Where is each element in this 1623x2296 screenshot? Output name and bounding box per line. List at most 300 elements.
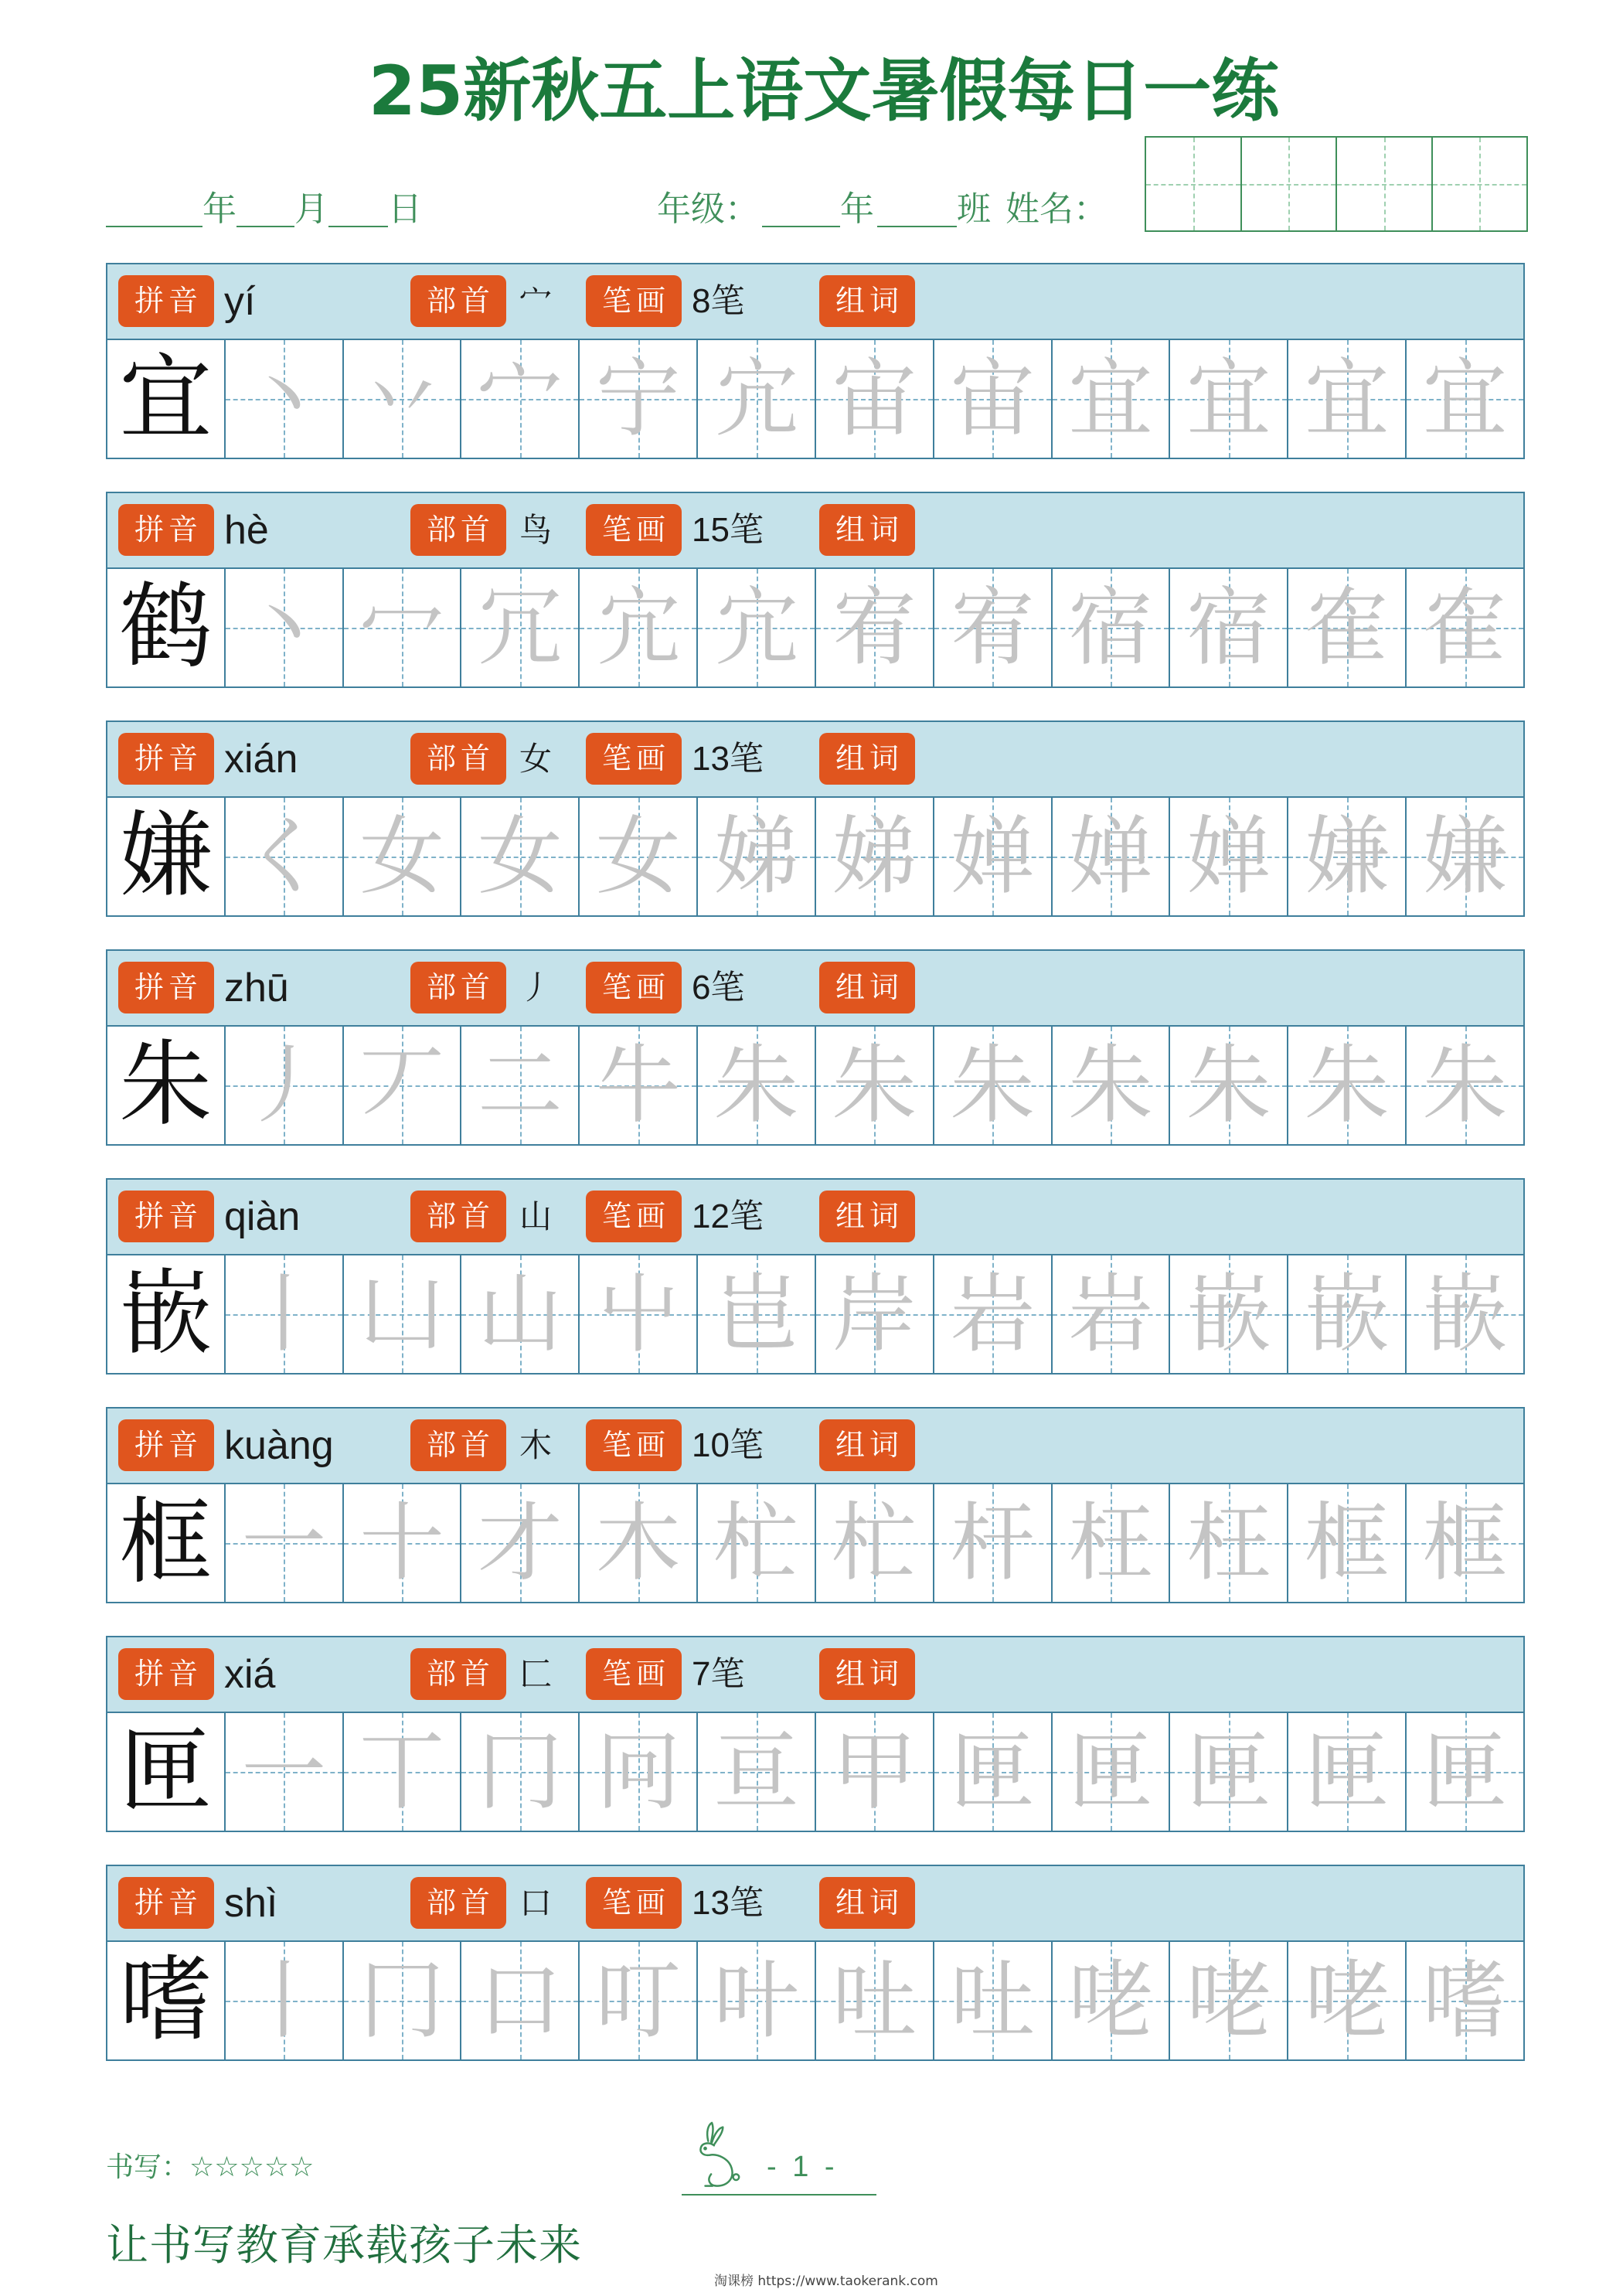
- trace-char: 宿: [1186, 578, 1271, 677]
- radical-badge: 部首: [410, 733, 506, 785]
- model-char-cell: [107, 798, 224, 915]
- strokes-value: 13笔: [692, 1884, 764, 1922]
- trace-cell: [224, 798, 342, 915]
- trace-cell: [933, 569, 1051, 686]
- trace-cell: [1169, 1027, 1287, 1144]
- trace-cell: [933, 798, 1051, 915]
- trace-char: 丶: [241, 349, 327, 448]
- radical-badge: 部首: [410, 1877, 506, 1929]
- trace-char: 丨: [241, 1265, 327, 1364]
- trace-char: 丆: [359, 1036, 445, 1135]
- class-label: 班: [957, 189, 991, 229]
- trace-cell: [578, 1027, 696, 1144]
- trace-cell: [1051, 340, 1169, 458]
- char-block: [106, 263, 1525, 459]
- strokes-badge: 笔画: [586, 1648, 682, 1700]
- watermark: 淘课榜 https://www.taokerank.com: [714, 2274, 938, 2289]
- trace-char: 匣: [1068, 1722, 1154, 1821]
- trace-cell: [696, 340, 815, 458]
- trace-cell: [1287, 1255, 1405, 1373]
- trace-char: 女: [359, 807, 445, 906]
- char-block: [106, 1407, 1525, 1603]
- trace-cell: [696, 798, 815, 915]
- trace-cell: [578, 1484, 696, 1602]
- trace-char: 嗜: [1422, 1951, 1508, 2050]
- name-label: 姓名：: [1005, 189, 1108, 229]
- trace-cell: [933, 1713, 1051, 1831]
- trace-char: 宂: [713, 349, 799, 448]
- writing-row: [107, 1255, 1523, 1373]
- trace-cell: [696, 1713, 815, 1831]
- trace-cell: [460, 798, 578, 915]
- trace-char: 山: [477, 1265, 563, 1364]
- radical-value: 鸟: [519, 511, 553, 549]
- trace-cell: [1287, 798, 1405, 915]
- trace-cell: [342, 1942, 461, 2059]
- trace-char: 嵌: [1422, 1265, 1508, 1364]
- name-grid: [1145, 136, 1528, 232]
- radical-badge: 部首: [410, 1191, 506, 1242]
- trace-cell: [1405, 1255, 1523, 1373]
- strokes-badge: 笔画: [586, 1877, 682, 1929]
- trace-char: 朱: [713, 1036, 799, 1135]
- trace-char: 咾: [1068, 1951, 1154, 2050]
- trace-cell: [578, 569, 696, 686]
- trace-char: 朱: [1068, 1036, 1154, 1135]
- trace-cell: [460, 1027, 578, 1144]
- trace-cell: [933, 1484, 1051, 1602]
- pinyin-badge: 拼音: [118, 1648, 214, 1700]
- trace-char: 娣: [832, 807, 917, 906]
- trace-cell: [578, 1942, 696, 2059]
- trace-cell: [815, 1484, 933, 1602]
- trace-cell: [696, 1942, 815, 2059]
- trace-char: 框: [1422, 1494, 1508, 1593]
- words-badge: 组词: [819, 733, 915, 785]
- name-box: [1335, 138, 1431, 230]
- trace-cell: [1051, 1942, 1169, 2059]
- trace-cell: [224, 1027, 342, 1144]
- trace-cell: [1405, 1027, 1523, 1144]
- writing-row: [107, 1484, 1523, 1602]
- trace-cell: [1169, 1713, 1287, 1831]
- char-block-header: [107, 1180, 1523, 1255]
- char-block-header: [107, 722, 1523, 798]
- trace-cell: [460, 1713, 578, 1831]
- trace-cell: [815, 1255, 933, 1373]
- trace-cell: [342, 1255, 461, 1373]
- trace-cell: [696, 1027, 815, 1144]
- strokes-badge: 笔画: [586, 275, 682, 327]
- model-char-cell: [107, 1713, 224, 1831]
- pinyin-value: hè: [224, 508, 269, 553]
- trace-cell: [1287, 569, 1405, 686]
- trace-cell: [1051, 1484, 1169, 1602]
- words-badge: 组词: [819, 1877, 915, 1929]
- trace-cell: [224, 569, 342, 686]
- trace-char: 岜: [713, 1265, 799, 1364]
- trace-cell: [342, 1484, 461, 1602]
- pinyin-value: kuàng: [224, 1423, 334, 1468]
- trace-cell: [224, 1713, 342, 1831]
- strokes-badge: 笔画: [586, 1419, 682, 1471]
- trace-cell: [815, 1942, 933, 2059]
- trace-cell: [1405, 798, 1523, 915]
- pinyin-value: zhū: [224, 966, 289, 1010]
- trace-char: 冗: [477, 578, 563, 677]
- trace-char: 冂: [359, 1951, 445, 2050]
- writing-row: [107, 1942, 1523, 2059]
- trace-cell: [1405, 1942, 1523, 2059]
- writing-rating: [106, 2151, 314, 2185]
- trace-char: 咾: [1186, 1951, 1271, 2050]
- strokes-badge: 笔画: [586, 1191, 682, 1242]
- words-badge: 组词: [819, 962, 915, 1013]
- pinyin-badge: 拼音: [118, 733, 214, 785]
- trace-cell: [578, 340, 696, 458]
- radical-value: 木: [519, 1426, 553, 1464]
- strokes-badge: 笔画: [586, 962, 682, 1013]
- trace-cell: [342, 569, 461, 686]
- trace-cell: [933, 340, 1051, 458]
- trace-cell: [1051, 1027, 1169, 1144]
- trace-cell: [460, 340, 578, 458]
- trace-char: 嵌: [1186, 1265, 1271, 1364]
- trace-char: 宜: [1422, 349, 1508, 448]
- month-label: 月: [294, 189, 328, 229]
- char-block: [106, 949, 1525, 1146]
- rabbit-icon: [683, 2121, 757, 2195]
- radical-value: 女: [519, 740, 553, 778]
- trace-cell: [1051, 1713, 1169, 1831]
- trace-char: 女: [477, 807, 563, 906]
- char-block: [106, 1636, 1525, 1832]
- trace-char: 宀: [477, 349, 563, 448]
- trace-char: 口: [477, 1951, 563, 2050]
- day-label: 日: [388, 189, 422, 229]
- char-block-header: [107, 1866, 1523, 1942]
- writing-row: [107, 569, 1523, 686]
- trace-char: 才: [477, 1494, 563, 1593]
- strokes-value: 12笔: [692, 1197, 764, 1235]
- strokes-value: 15笔: [692, 511, 764, 549]
- char-block: [106, 492, 1525, 688]
- model-char: 嫌: [119, 802, 213, 910]
- pinyin-value: shì: [224, 1881, 278, 1926]
- words-badge: 组词: [819, 1419, 915, 1471]
- strokes-value: 6笔: [692, 969, 745, 1007]
- trace-char: 宂: [713, 578, 799, 677]
- trace-cell: [1287, 1027, 1405, 1144]
- year-label: 年: [202, 189, 236, 229]
- trace-char: 宥: [950, 578, 1036, 677]
- trace-char: 匣: [1422, 1722, 1508, 1821]
- trace-char: 朱: [1186, 1036, 1271, 1135]
- rating-label: 书写：: [106, 2151, 190, 2183]
- trace-char: く: [241, 807, 327, 906]
- trace-cell: [460, 1942, 578, 2059]
- words-badge: 组词: [819, 1648, 915, 1700]
- trace-char: 牛: [595, 1036, 681, 1135]
- trace-char: 丶: [241, 578, 327, 677]
- trace-cell: [933, 1942, 1051, 2059]
- class-info-line: [657, 190, 1108, 227]
- radical-value: 丿: [519, 969, 553, 1007]
- radical-badge: 部首: [410, 504, 506, 556]
- pinyin-badge: 拼音: [118, 1191, 214, 1242]
- trace-char: 木: [595, 1494, 681, 1593]
- trace-char: 隺: [1304, 578, 1390, 677]
- trace-char: 朱: [1422, 1036, 1508, 1135]
- trace-cell: [1051, 1255, 1169, 1373]
- words-badge: 组词: [819, 1191, 915, 1242]
- trace-char: 宙: [832, 349, 917, 448]
- trace-cell: [578, 798, 696, 915]
- trace-cell: [224, 1942, 342, 2059]
- trace-char: 宜: [1304, 349, 1390, 448]
- trace-char: 甲: [832, 1722, 917, 1821]
- trace-cell: [460, 1484, 578, 1602]
- trace-cell: [815, 340, 933, 458]
- trace-char: 岸: [832, 1265, 917, 1364]
- model-char-cell: [107, 1027, 224, 1144]
- trace-cell: [460, 1255, 578, 1373]
- trace-cell: [1405, 340, 1523, 458]
- trace-cell: [696, 1484, 815, 1602]
- slogan: 让书写教育承载孩子未来: [106, 2220, 583, 2270]
- trace-cell: [1051, 798, 1169, 915]
- model-char: 匣: [119, 1718, 213, 1825]
- char-block-header: [107, 1637, 1523, 1713]
- class-blank: [877, 190, 957, 227]
- trace-cell: [933, 1255, 1051, 1373]
- trace-char: 朱: [832, 1036, 917, 1135]
- strokes-badge: 笔画: [586, 504, 682, 556]
- trace-char: 匣: [1186, 1722, 1271, 1821]
- trace-char: 婵: [1186, 807, 1271, 906]
- model-char-cell: [107, 1942, 224, 2059]
- grade-year-label: 年: [840, 189, 874, 229]
- trace-char: 宂: [595, 578, 681, 677]
- trace-cell: [1051, 569, 1169, 686]
- trace-char: 冖: [359, 578, 445, 677]
- name-box: [1240, 138, 1336, 230]
- strokes-value: 8笔: [692, 282, 745, 320]
- trace-char: 隺: [1422, 578, 1508, 677]
- trace-char: 凵: [359, 1265, 445, 1364]
- trace-char: 丅: [359, 1722, 445, 1821]
- trace-char: 冂: [477, 1722, 563, 1821]
- trace-cell: [1287, 340, 1405, 458]
- model-char: 宜: [119, 345, 213, 452]
- trace-cell: [342, 1027, 461, 1144]
- trace-cell: [1405, 1484, 1523, 1602]
- date-line: [106, 190, 422, 227]
- pinyin-badge: 拼音: [118, 1877, 214, 1929]
- words-badge: 组词: [819, 504, 915, 556]
- strokes-value: 13笔: [692, 740, 764, 778]
- trace-char: 枉: [1068, 1494, 1154, 1593]
- trace-char: 叶: [713, 1951, 799, 2050]
- trace-char: 嫌: [1422, 807, 1508, 906]
- trace-cell: [1287, 1942, 1405, 2059]
- trace-char: 女: [595, 807, 681, 906]
- trace-cell: [1405, 1713, 1523, 1831]
- trace-cell: [815, 569, 933, 686]
- rating-stars: ☆☆☆☆☆: [189, 2151, 315, 2183]
- strokes-value: 10笔: [692, 1426, 764, 1464]
- trace-cell: [1169, 1484, 1287, 1602]
- grade-year-blank: [762, 190, 840, 227]
- radical-value: 山: [519, 1197, 553, 1235]
- trace-char: 杆: [950, 1494, 1036, 1593]
- trace-cell: [1169, 1942, 1287, 2059]
- writing-row: [107, 1027, 1523, 1144]
- day-blank: [328, 190, 388, 227]
- trace-cell: [1405, 569, 1523, 686]
- radical-badge: 部首: [410, 962, 506, 1013]
- trace-char: 十: [359, 1494, 445, 1593]
- trace-cell: [815, 798, 933, 915]
- trace-char: 咾: [1304, 1951, 1390, 2050]
- trace-char: 框: [1304, 1494, 1390, 1593]
- radical-badge: 部首: [410, 1419, 506, 1471]
- pinyin-value: yí: [224, 279, 256, 324]
- worksheet-title: 25新秋五上语文暑假每日一练: [368, 51, 1280, 131]
- trace-cell: [815, 1027, 933, 1144]
- trace-char: 娣: [713, 807, 799, 906]
- name-box: [1431, 138, 1527, 230]
- trace-char: 岩: [1068, 1265, 1154, 1364]
- model-char: 朱: [119, 1031, 213, 1139]
- pinyin-badge: 拼音: [118, 1419, 214, 1471]
- trace-char: 吐: [832, 1951, 917, 2050]
- trace-cell: [224, 340, 342, 458]
- trace-cell: [342, 798, 461, 915]
- model-char: 框: [119, 1489, 213, 1596]
- radical-value: 匚: [519, 1655, 553, 1693]
- trace-char: 宜: [1068, 349, 1154, 448]
- radical-badge: 部首: [410, 1648, 506, 1700]
- trace-char: 丷: [359, 349, 445, 448]
- words-badge: 组词: [819, 275, 915, 327]
- trace-cell: [224, 1484, 342, 1602]
- char-block: [106, 720, 1525, 917]
- model-char: 嗜: [119, 1947, 213, 2054]
- pinyin-value: xián: [224, 737, 298, 782]
- trace-cell: [1169, 569, 1287, 686]
- trace-char: 宁: [595, 349, 681, 448]
- grade-label: 年级：: [657, 189, 759, 229]
- trace-char: 亘: [713, 1722, 799, 1821]
- trace-cell: [460, 569, 578, 686]
- model-char-cell: [107, 1484, 224, 1602]
- trace-char: 匣: [950, 1722, 1036, 1821]
- trace-char: 屮: [595, 1265, 681, 1364]
- trace-cell: [342, 340, 461, 458]
- char-block-header: [107, 1409, 1523, 1484]
- char-block: [106, 1178, 1525, 1375]
- trace-cell: [696, 1255, 815, 1373]
- year-blank: [106, 190, 202, 227]
- trace-char: 宿: [1068, 578, 1154, 677]
- radical-value: 宀: [519, 282, 553, 320]
- strokes-badge: 笔画: [586, 733, 682, 785]
- month-blank: [236, 190, 294, 227]
- trace-cell: [224, 1255, 342, 1373]
- trace-char: 嫌: [1304, 807, 1390, 906]
- page-number: - 1 -: [767, 2151, 835, 2183]
- pinyin-badge: 拼音: [118, 275, 214, 327]
- trace-char: 吐: [950, 1951, 1036, 2050]
- trace-char: 婵: [950, 807, 1036, 906]
- char-block: [106, 1865, 1525, 2061]
- pinyin-badge: 拼音: [118, 962, 214, 1013]
- trace-cell: [578, 1713, 696, 1831]
- trace-char: 叮: [595, 1951, 681, 2050]
- radical-value: 口: [519, 1884, 553, 1922]
- radical-badge: 部首: [410, 275, 506, 327]
- trace-char: 宙: [950, 349, 1036, 448]
- trace-cell: [696, 569, 815, 686]
- trace-cell: [342, 1713, 461, 1831]
- trace-cell: [1169, 340, 1287, 458]
- model-char-cell: [107, 340, 224, 458]
- trace-char: 丨: [241, 1951, 327, 2050]
- model-char: 嵌: [119, 1260, 213, 1368]
- trace-char: 杧: [713, 1494, 799, 1593]
- model-char-cell: [107, 569, 224, 686]
- trace-cell: [1287, 1484, 1405, 1602]
- strokes-value: 7笔: [692, 1655, 745, 1693]
- writing-row: [107, 340, 1523, 458]
- trace-cell: [815, 1713, 933, 1831]
- model-char-cell: [107, 1255, 224, 1373]
- trace-char: 朱: [1304, 1036, 1390, 1135]
- trace-char: 枉: [1186, 1494, 1271, 1593]
- trace-char: 一: [241, 1494, 327, 1593]
- page-number-underline: [682, 2194, 876, 2196]
- char-block-header: [107, 951, 1523, 1027]
- pinyin-badge: 拼音: [118, 504, 214, 556]
- trace-char: 婵: [1068, 807, 1154, 906]
- trace-char: 宜: [1186, 349, 1271, 448]
- trace-char: 一: [241, 1722, 327, 1821]
- writing-row: [107, 1713, 1523, 1831]
- trace-cell: [933, 1027, 1051, 1144]
- trace-char: 冋: [595, 1722, 681, 1821]
- trace-char: 岩: [950, 1265, 1036, 1364]
- trace-char: 丿: [241, 1036, 327, 1135]
- writing-row: [107, 798, 1523, 915]
- trace-char: 匣: [1304, 1722, 1390, 1821]
- char-block-header: [107, 264, 1523, 340]
- trace-char: 二: [477, 1036, 563, 1135]
- pinyin-value: qiàn: [224, 1194, 301, 1239]
- trace-char: 朱: [950, 1036, 1036, 1135]
- char-block-header: [107, 493, 1523, 569]
- trace-cell: [1287, 1713, 1405, 1831]
- trace-char: 杧: [832, 1494, 917, 1593]
- pinyin-value: xiá: [224, 1652, 276, 1697]
- trace-char: 宥: [832, 578, 917, 677]
- trace-char: 嵌: [1304, 1265, 1390, 1364]
- trace-cell: [578, 1255, 696, 1373]
- name-box: [1146, 138, 1240, 230]
- model-char: 鹤: [119, 574, 213, 681]
- trace-cell: [1169, 1255, 1287, 1373]
- trace-cell: [1169, 798, 1287, 915]
